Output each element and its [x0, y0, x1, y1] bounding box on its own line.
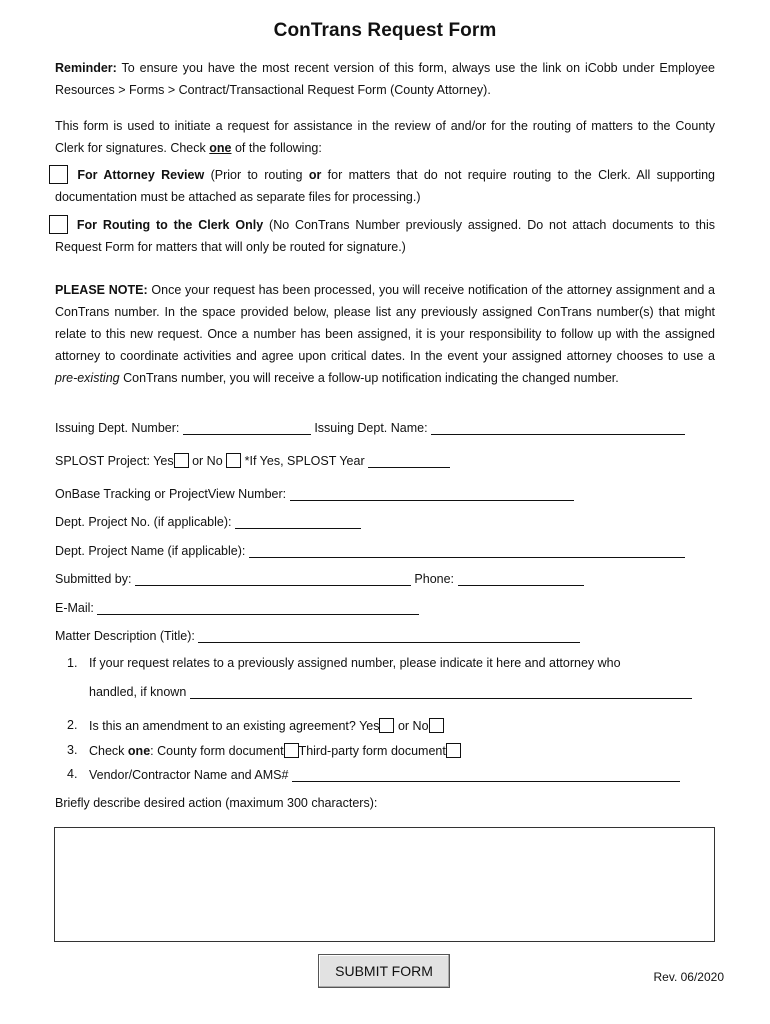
question-3-check: Check	[89, 744, 125, 758]
option-routing-clerk	[55, 214, 715, 258]
email-field[interactable]	[97, 600, 419, 615]
question-3-county: : County form document	[150, 744, 284, 758]
issuing-dept-name-label: Issuing Dept. Name:	[314, 421, 428, 435]
phone-label: Phone:	[414, 572, 455, 586]
question-2-number: 2.	[67, 718, 78, 732]
question-4-text: Vendor/Contractor Name and AMS#	[89, 768, 289, 782]
question-3-row	[89, 743, 461, 758]
intro-paragraph	[55, 115, 715, 159]
amendment-yes-checkbox[interactable]	[379, 718, 394, 733]
phone-field[interactable]	[458, 571, 584, 586]
intro-tail: of the following:	[234, 141, 322, 155]
onbase-label: OnBase Tracking or ProjectView Number:	[55, 487, 287, 501]
dept-project-name-label: Dept. Project Name (if applicable):	[55, 544, 246, 558]
attorney-review-checkbox[interactable]	[49, 165, 68, 184]
email-row	[55, 600, 419, 615]
question-3-number: 3.	[67, 743, 78, 757]
reminder-label: Reminder:	[55, 61, 117, 75]
form-title: ConTrans Request Form	[273, 20, 497, 41]
question-1-number: 1.	[67, 656, 78, 670]
please-note-paragraph	[55, 279, 715, 389]
routing-clerk-label: For Routing to the Clerk Only	[76, 218, 264, 232]
splost-yes-checkbox[interactable]	[174, 453, 189, 468]
onbase-field[interactable]	[290, 486, 574, 501]
third-party-form-checkbox[interactable]	[446, 743, 461, 758]
question-3-third: Third-party form document	[298, 744, 446, 758]
submitted-by-label: Submitted by:	[55, 572, 132, 586]
email-label: E-Mail:	[55, 601, 94, 615]
describe-textarea[interactable]	[54, 827, 715, 942]
submitted-by-row	[55, 571, 584, 586]
vendor-field[interactable]	[292, 767, 680, 782]
question-2-text: Is this an amendment to an existing agreement? Yes	[89, 719, 380, 733]
matter-description-label: Matter Description (Title):	[55, 629, 195, 643]
submit-form-button[interactable]: SUBMIT FORM	[318, 954, 450, 988]
issuing-dept-row	[55, 420, 685, 435]
splost-year-field[interactable]	[368, 453, 450, 468]
question-1-text-b: handled, if known	[89, 685, 187, 699]
issuing-dept-name-field[interactable]	[431, 420, 685, 435]
matter-description-field[interactable]	[198, 628, 580, 643]
question-2-or-no: or No	[397, 719, 429, 733]
dept-project-no-row	[55, 514, 361, 529]
describe-label: Briefly describe desired action (maximum 300 characters):	[55, 796, 378, 810]
dept-project-no-label: Dept. Project No. (if applicable):	[55, 515, 232, 529]
question-4-row	[89, 767, 680, 782]
dept-project-no-field[interactable]	[235, 514, 361, 529]
splost-project-label: SPLOST Project: Yes	[55, 454, 174, 468]
attorney-review-label: For Attorney Review	[77, 168, 205, 182]
dept-project-name-row	[55, 543, 685, 558]
issuing-dept-number-field[interactable]	[183, 420, 311, 435]
amendment-no-checkbox[interactable]	[429, 718, 444, 733]
county-form-checkbox[interactable]	[284, 743, 299, 758]
please-note-text-a: Once your request has been processed, you will receive notification of the attorney assignment and a ConTrans number. In the space provided below, please list any previously assigned ConTrans number(s) that might relate to this new request. Once a number has been assigned, it is your responsibility to follow up with the assigned attorney to coordinate activities and agree upon critical dates. In the event your assigned attorney chooses to use a	[55, 283, 715, 363]
routing-clerk-checkbox[interactable]	[49, 215, 68, 234]
intro-one: one	[209, 141, 232, 155]
dept-project-name-field[interactable]	[249, 543, 685, 558]
question-4-number: 4.	[67, 767, 78, 781]
submitted-by-field[interactable]	[135, 571, 411, 586]
routing-clerk-text: (No ConTrans Number previously assigned. Do not attach documents to this Request Form for matters that will only be routed for signature.)	[55, 218, 715, 254]
question-1-row-b	[89, 684, 692, 699]
attorney-review-text-a: (Prior to routing	[210, 168, 303, 182]
reminder-text: To ensure you have the most recent version of this form, always use the link on iCobb under Employee Resources > Forms > Contract/Transactional Request Form (County Attorney).	[55, 61, 715, 97]
issuing-dept-number-label: Issuing Dept. Number:	[55, 421, 180, 435]
revision-label: Rev. 06/2020	[653, 970, 724, 984]
question-3-one: one	[127, 744, 151, 758]
question-1-field[interactable]	[190, 684, 692, 699]
intro-text: This form is used to initiate a request for assistance in the review of and/or for the routing of matters to the County Clerk for signatures. Check	[55, 119, 715, 155]
splost-year-label: *If Yes, SPLOST Year	[244, 454, 365, 468]
question-2-row	[89, 718, 444, 733]
reminder-paragraph	[55, 57, 715, 101]
onbase-row	[55, 486, 574, 501]
question-1-text-a: If your request relates to a previously assigned number, please indicate it here and attorney who	[89, 656, 621, 670]
splost-row	[55, 453, 450, 468]
splost-or-no-label: or No	[192, 454, 223, 468]
splost-no-checkbox[interactable]	[226, 453, 241, 468]
please-note-italic: pre-existing	[55, 371, 120, 385]
option-attorney-review	[55, 164, 715, 208]
attorney-review-text-b: for matters that do not require routing to the Clerk. All supporting documentation must be attached as separate files for processing.)	[55, 168, 716, 204]
please-note-text-b: ConTrans number, you will receive a follow-up notification indicating the changed number.	[123, 371, 619, 385]
please-note-label: PLEASE NOTE:	[55, 283, 148, 297]
matter-description-row	[55, 628, 580, 643]
attorney-review-or: or	[308, 168, 322, 182]
